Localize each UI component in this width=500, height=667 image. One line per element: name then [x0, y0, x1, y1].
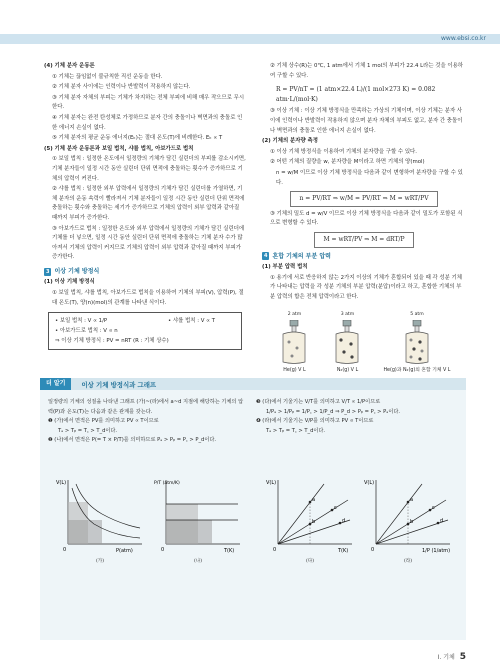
graph-ra-ylabel: V(L) [364, 480, 375, 486]
charles-formula: • 샤를 법칙 : V ∝ T [168, 318, 215, 325]
text-item: ③ 이상 기체 : 이상 기체 방정식을 만족하는 가상의 기체이며, 이상 기체는 분자 사이에 인력이나 반발력이 작용하지 않으며 분자 자체의 부피도 없고, 분자 간 충돌이나 벽면과의 충돌로 인한 에너지 손실이 없다. [270, 108, 463, 134]
text-laws-heading: (5) 기체 분자 운동론과 보일 법칙, 샤를 법칙, 아보가드로 법칙 [44, 145, 194, 152]
section-heading-ideal-gas [44, 267, 246, 277]
flask-n2 [330, 310, 364, 375]
text-item: ③ 기체 분자 자체의 부피는 기체가 차지하는 전체 부피에 비해 매우 작으므로 무시한다. [52, 94, 245, 111]
page-number: 5 [459, 652, 466, 662]
point-label: b [410, 519, 414, 525]
section-number: 3 [46, 268, 50, 275]
header-bar [0, 34, 500, 44]
graph-caption: (나) [193, 559, 203, 564]
flask-icon [330, 320, 364, 366]
point-label: c [334, 505, 337, 511]
boyle-formula: • 보일 법칙 : V ∝ 1/P [55, 318, 108, 325]
graph-caption: (다) [305, 559, 315, 564]
right-column [262, 62, 466, 376]
graph-da [264, 474, 356, 564]
text-item: ❹ (라)에서 기울기는 V/P를 의미하고 PV ∝ T이므로 [256, 418, 374, 425]
text-item: ⑤ 기체 분자의 평균 운동 에너지(Eₖ)는 절대 온도(T)에 비례한다. Eₖ ∝ T [52, 135, 223, 142]
site-url[interactable]: www.ebsi.co.kr [441, 35, 486, 42]
density-equation-box [262, 232, 466, 248]
avogadro-formula: • 아보가드로 법칙 : V ∝ n [55, 328, 118, 335]
more-info-box [40, 378, 466, 646]
text-item: ❶ (가)에서 면적은 PV를 의미하고 PV ∝ T이므로 [48, 418, 159, 425]
gas-flask-figure [262, 310, 466, 375]
gas-constant-equation: R = PV/nT = (1 atm×22.4 L)/(1 mol×273 K) = 0.082 atm·L/(mol·K) [276, 86, 436, 103]
text-subheading: (1) 부분 압력 법칙 [262, 264, 308, 271]
section-title: 혼합 기체의 부분 압력 [272, 252, 331, 260]
laws-formula-box [48, 312, 242, 350]
graph-na-svg [152, 474, 244, 554]
text-item: ③ 기체의 밀도 d = w/V 이므로 이상 기체 방정식을 다음과 같이 밀도가 포함된 식으로 변형할 수 있다. [270, 210, 463, 227]
graph-na [152, 474, 244, 564]
point-label: d [342, 518, 346, 524]
graphs-right [264, 474, 454, 564]
graph-origin: 0 [371, 547, 375, 553]
flask-mixture [383, 310, 450, 375]
left-column [44, 62, 246, 354]
more-info-tag: 더 알기 [40, 378, 71, 390]
flask-caption: N₂(g) V L [336, 368, 359, 374]
more-info-right [256, 398, 460, 436]
graph-ga-svg [54, 474, 146, 554]
gauge-pressure-label: 5 atm [410, 312, 424, 318]
graph-ra [362, 474, 454, 564]
flask-icon [400, 320, 434, 366]
text-item: 1/Pₐ > 1/Pᵦ = 1/P꜀ > 1/P_d ⇒ P_d > Pᵦ = P꜀ > Pₐ이다. [266, 408, 400, 415]
more-info-left [48, 398, 248, 446]
graph-origin: 0 [161, 547, 165, 553]
text-item: ① 이상 기체 방정식을 이용하여 기체의 분자량을 구할 수 있다. [270, 148, 417, 155]
more-info-header [40, 378, 466, 390]
ideal-gas-formula: ⇒ 이상 기체 방정식 : PV = nRT (R : 기체 상수) [55, 338, 169, 345]
section-number: 4 [264, 253, 268, 260]
text-item: ④ 기체 분자는 완전 탄성체로 가정하므로 분자 간의 충돌이나 벽면과의 충돌로 인한 에너지 손실이 없다. [52, 114, 243, 131]
flask-caption: He(g)과 N₂(g)의 혼합 기체 V L [383, 368, 451, 374]
text-item: Tₐ > Tᵦ = T꜀ > T_d이다. [58, 427, 118, 434]
point-label: d [440, 518, 444, 524]
point-label: a [410, 497, 414, 503]
more-info-title: 이상 기체 방정식과 그래프 [81, 380, 157, 389]
text-item: ② 기체 분자 사이에는 인력이나 반발력이 작용하지 않는다. [52, 84, 191, 91]
graph-caption: (라) [403, 559, 413, 564]
text-item: ② 샤를 법칙 : 일정한 외부 압력에서 일정량의 기체가 담긴 실린더를 가열하면, 기체 분자의 운동 속력이 빨라져서 기체 분자들이 일정 시간 동안 실린더 단위 면적에 충돌하는 횟수와 충돌하는 세기가 증가하므로 기체의 압력이 외부 압력과 같아질 때까지 부피가 증가한다. [52, 186, 245, 221]
graph-da-svg [264, 474, 356, 554]
text-item: Tₐ > Tᵦ = T꜀ > T_d이다. [266, 427, 326, 434]
flask-caption: He(g) V L [283, 368, 306, 374]
text-subheading: (1) 이상 기체 방정식 [44, 279, 95, 286]
chapter-label: Ⅰ. 기체 [437, 654, 455, 661]
graph-caption: (가) [95, 559, 105, 564]
text-subheading: (2) 기체의 분자량 측정 [262, 138, 318, 145]
molar-mass-equation-box [262, 191, 466, 207]
text-kinetic-theory-heading: (4) 기체 분자 운동론 [44, 63, 95, 69]
point-label: c [432, 505, 435, 511]
graphs-left [54, 474, 244, 564]
section-heading-partial-pressure [262, 252, 466, 262]
text-item: ① 보일 법칙, 샤를 법칙, 아보가드로 법칙을 이용하여 기체의 부피(V), 압력(P), 절대 온도(T), 양(n)(mol)의 관계를 나타낸 식이다. [52, 290, 244, 306]
text-item: ❷ (나)에서 면적은 P(= T × P/T)를 의미하므로 Pₐ > Pᵦ = P꜀ > P_d이다. [48, 437, 217, 444]
page-footer [438, 652, 466, 662]
graph-ra-svg [362, 474, 454, 554]
section-title: 이상 기체 방정식 [54, 267, 100, 275]
text-item: n = w/M 이므로 이상 기체 방정식을 다음과 같이 변형하여 분자량을 구할 수 있다. [276, 169, 463, 186]
graph-na-ylabel: P/T (atm/K) [154, 481, 180, 486]
text-item: ❸ (다)에서 기울기는 V/T를 의미하고 V/T ∝ 1/P이므로 [256, 399, 381, 405]
graph-origin: 0 [273, 547, 277, 553]
text-item: ② 어떤 기체의 질량을 w, 분자량을 M이라고 하면 기체의 양(mol) [270, 159, 425, 166]
density-equation: M = wRT/PV ⇒ M = dRT/P [314, 232, 413, 248]
graph-da-xlabel: T(K) [338, 548, 349, 554]
gauge-pressure-label: 3 atm [340, 312, 355, 318]
graph-ra-xlabel: 1/P (1/atm) [422, 548, 451, 554]
graph-origin: 0 [63, 547, 67, 553]
text-item: ① 기체는 끊임없이 불규칙한 직선 운동을 한다. [52, 73, 163, 80]
graph-da-ylabel: V(L) [266, 480, 277, 486]
text-item: 일정량의 기체의 성질을 나타낸 그래프 (가)~(라)에서 a~d 지점에 해당하는 기체의 압력(P)과 온도(T)는 다음과 같은 관계를 갖는다. [48, 399, 244, 415]
graph-na-xlabel: T(K) [224, 548, 235, 554]
text-item: ① 보일 법칙 : 일정한 온도에서 일정량의 기체가 담긴 실린더의 부피를 감소시키면, 기체 분자들이 일정 시간 동안 실린더 단위 면적에 충돌하는 횟수가 증가하므로 기체의 압력이 커진다. [52, 156, 246, 182]
more-info-body [40, 390, 466, 640]
gauge-pressure-label: 2 atm [287, 312, 302, 318]
graph-ga-xlabel: P(atm) [116, 548, 133, 554]
text-item: ② 기체 상수(R)는 0℃, 1 atm에서 기체 1 mol의 부피가 22.4 L라는 것을 이용하여 구할 수 있다. [270, 63, 463, 79]
graph-ga-ylabel: V(L) [56, 480, 67, 486]
flask-he [277, 310, 311, 375]
point-label: a [312, 497, 316, 503]
molar-mass-equation: n = PV/RT ⇒ w/M = PV/RT ⇒ M = wRT/PV [290, 191, 437, 207]
graph-ga [54, 474, 146, 564]
text-item: ③ 아보가드로 법칙 : 일정한 온도와 외부 압력에서 일정량의 기체가 담긴 실린더에 기체를 더 넣으면, 일정 시간 동안 실린더 단위 면적에 충돌하는 기체 분자 수가 많아져서 기체의 압력이 커지므로 기체의 압력이 외부 압력과 같아질 때까지 부피가 증가한다. [52, 225, 245, 261]
text-item: ① 용기에 서로 반응하지 않는 2가지 이상의 기체가 혼합되어 있을 때 각 성분 기체가 나타내는 압력을 각 성분 기체의 부분 압력(분압)이라고 하고, 혼합한 기체의 부분 압력의 합은 전체 압력이라고 한다. [270, 274, 462, 300]
point-label: b [312, 519, 316, 525]
flask-icon [277, 320, 311, 366]
